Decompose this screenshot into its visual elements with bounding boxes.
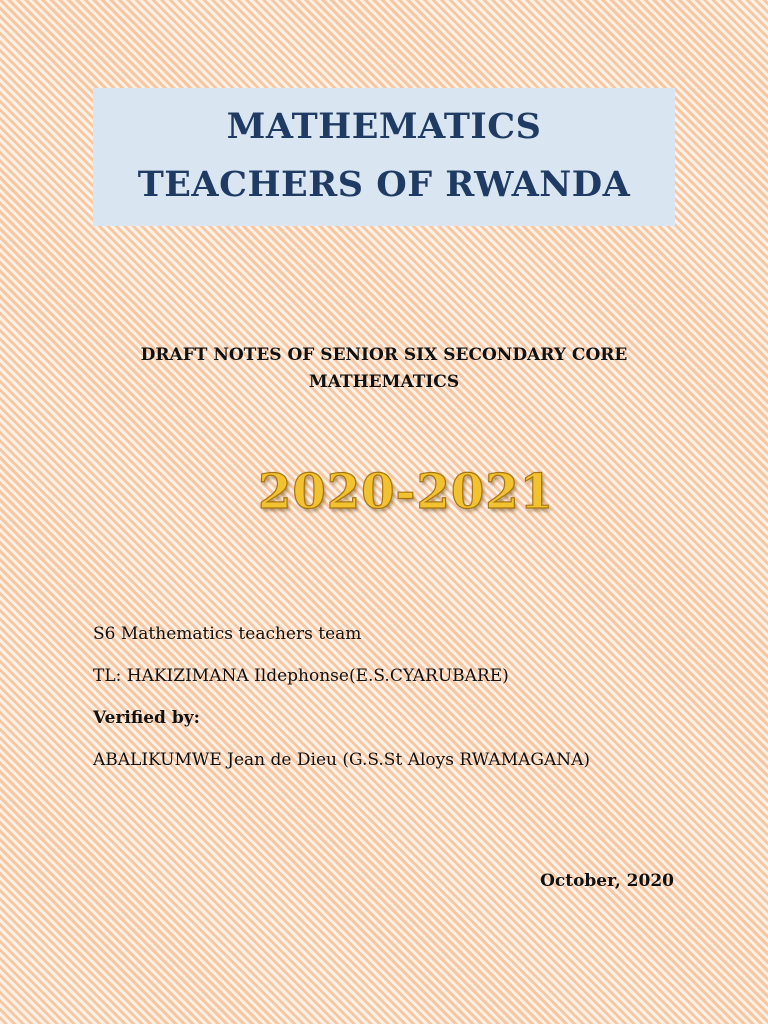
- verified-by-label: Verified by:: [93, 708, 200, 728]
- document-subtitle: [0, 342, 768, 396]
- title-line-1: MATHEMATICS: [226, 106, 542, 147]
- title-box: [93, 88, 675, 226]
- title-line-2: TEACHERS OF RWANDA: [137, 164, 631, 205]
- team-leader: TL: HAKIZIMANA Ildephonse(E.S.CYARUBARE): [93, 666, 509, 686]
- team-name: S6 Mathematics teachers team: [93, 624, 362, 644]
- subtitle-line-2: MATHEMATICS: [308, 372, 460, 392]
- subtitle-line-1: DRAFT NOTES OF SENIOR SIX SECONDARY CORE: [140, 345, 628, 365]
- verifier-name: ABALIKUMWE Jean de Dieu (G.S.St Aloys RWAMAGANA): [93, 750, 591, 770]
- academic-year: 2020-2021: [257, 464, 555, 520]
- team-section: [93, 620, 590, 788]
- document-date: October, 2020: [540, 871, 674, 891]
